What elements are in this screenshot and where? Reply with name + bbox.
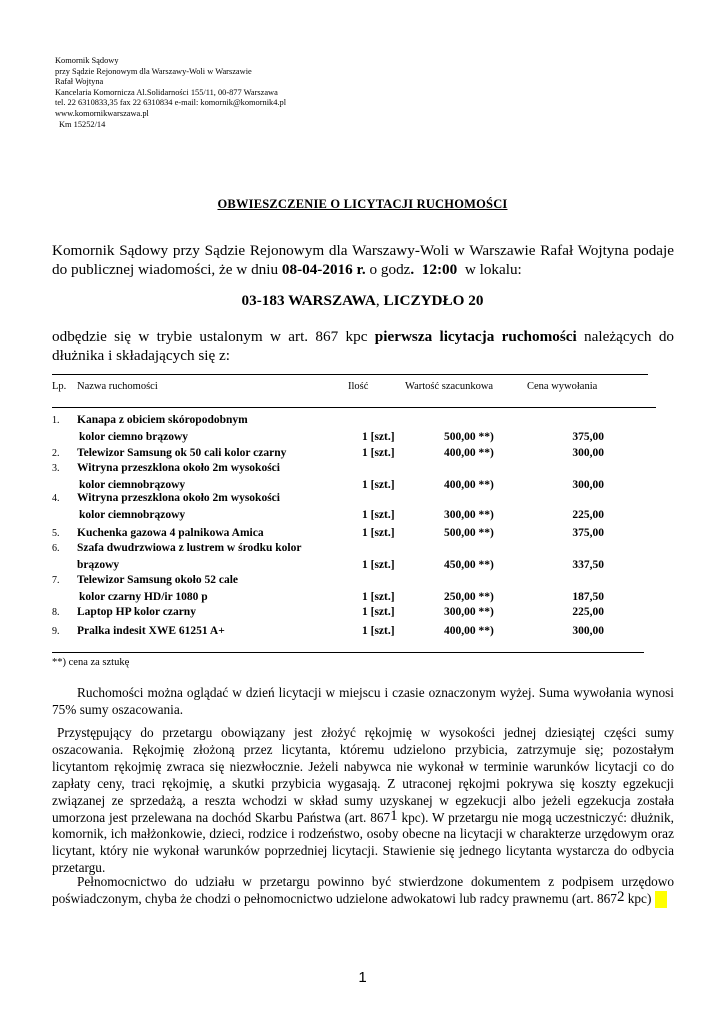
item-valuation: 250,00 **) (444, 591, 494, 603)
address-street: LICZYDŁO 20 (383, 292, 484, 309)
item-name: Witryna przeszklona około 2m wysokości (77, 492, 280, 504)
item-name-cont: kolor czarny HD/ir 1080 p (79, 591, 208, 603)
intro-text: Komornik Sądowy przy Sądzie Rejonowym dla Warszawy-Woli w Warszawie Rafał Wojtyna podaje do publicznej wiadomości, że w dniu (52, 242, 674, 278)
item-start-price: 375,00 (572, 431, 604, 443)
para-text: Pełnomocnictwo do udziału w przetargu powinno być stwierdzone dokumentem z podpisem urzędowo poświadczonym, chyba że chodzi o pełnomocnictwo udzielone adwokatowi lub radcy prawnemu (art. 867 (52, 874, 674, 906)
item-start-price: 337,50 (572, 559, 604, 571)
item-valuation: 400,00 **) (444, 447, 494, 459)
item-quantity: 1 [szt.] (362, 606, 395, 618)
item-quantity: 1 [szt.] (362, 591, 395, 603)
header-line: Rafał Wojtyna (55, 77, 104, 87)
viewing-paragraph: Ruchomości można oglądać w dzień licytacji w miejscu i czasie oznaczonym wyżej. Suma wywołania wynosi 75% sumy oszacowania. (52, 685, 674, 717)
auction-time: 12:00 (421, 261, 458, 278)
proxy-paragraph (52, 874, 674, 908)
item-valuation: 450,00 **) (444, 559, 494, 571)
col-header-price: Cena wywołania (527, 381, 598, 392)
item-quantity: 1 [szt.] (362, 479, 395, 491)
header-line: Kancelaria Komornicza Al.Solidarności 155/11, 00-877 Warszawa (55, 87, 278, 97)
para-text: należących do dłużnika i składających się z: (52, 328, 675, 364)
item-name: Laptop HP kolor czarny (77, 606, 196, 618)
col-header-lp: Lp. (52, 381, 67, 392)
footnote: **) cena za sztukę (52, 657, 130, 668)
item-name: Pralka indesit XWE 61251 A+ (77, 625, 225, 637)
table-header-rule (52, 407, 656, 408)
item-start-price: 187,50 (572, 591, 604, 603)
row-number: 3. (52, 463, 60, 474)
item-quantity: 1 [szt.] (362, 431, 395, 443)
page-title: OBWIESZCZENIE O LICYTACJI RUCHOMOŚCI (217, 197, 508, 211)
item-name: Telewizor Samsung około 52 cale (77, 574, 239, 586)
table-bottom-rule (52, 652, 644, 653)
intro-paragraph (52, 241, 674, 279)
item-quantity: 1 [szt.] (362, 509, 395, 521)
item-start-price: 225,00 (572, 606, 604, 618)
para-text: kpc). W przetargu nie mogą uczestniczyć: dłużnik, komornik, ich małżonkowie, dzieci, rodzice i rodzeństwo, osoby obecne na licytacji w charakterze urzędowym oraz licytant, który nie wykonał warunków poprzedniej licytacji. Stawienie się jednego licytanta wystarcza do odbycia przetargu. (52, 809, 675, 876)
item-name-cont: brązowy (77, 559, 120, 571)
auction-mode-paragraph (52, 327, 674, 365)
row-number: 2. (52, 448, 60, 459)
row-number: 1. (52, 415, 60, 426)
item-quantity: 1 [szt.] (362, 625, 395, 637)
header-line: www.komornikwarszawa.pl (55, 108, 149, 118)
row-number: 6. (52, 543, 60, 554)
col-header-name: Nazwa ruchomości (77, 381, 158, 392)
article-superscript: 2 (616, 888, 625, 905)
highlight-mark (655, 891, 667, 908)
item-name: Witryna przeszklona około 2m wysokości (77, 462, 280, 474)
item-start-price: 375,00 (572, 527, 604, 539)
item-name: Kuchenka gazowa 4 palnikowa Amica (77, 527, 264, 539)
auction-date: 08-04-2016 r. (281, 261, 366, 278)
item-valuation: 400,00 **) (444, 625, 494, 637)
para-text: odbędzie się w trybie ustalonym w art. 867 kpc (52, 328, 375, 345)
item-valuation: 400,00 **) (444, 479, 494, 491)
item-name-cont: kolor ciemno brązowy (79, 431, 189, 443)
item-start-price: 300,00 (572, 625, 604, 637)
item-quantity: 1 [szt.] (362, 559, 395, 571)
table-top-rule (52, 374, 648, 375)
col-header-qty: Ilość (348, 381, 369, 392)
item-quantity: 1 [szt.] (362, 527, 395, 539)
item-valuation: 500,00 **) (444, 527, 494, 539)
item-start-price: 300,00 (572, 479, 604, 491)
auction-type: pierwsza licytacja ruchomości (374, 328, 577, 345)
address-separator: , (375, 292, 384, 309)
item-name: Szafa dwudrzwiowa z lustrem w środku kolor (77, 542, 302, 554)
time-prefix: . (410, 261, 422, 278)
row-number: 7. (52, 575, 60, 586)
row-number: 9. (52, 626, 60, 637)
item-name: Kanapa z obiciem skóropodobnym (77, 414, 248, 426)
office-header (55, 56, 286, 130)
item-name-cont: kolor ciemnobrązowy (79, 479, 186, 491)
row-number: 5. (52, 528, 60, 539)
item-valuation: 500,00 **) (444, 431, 494, 443)
case-number: Km 15252/14 (59, 119, 106, 129)
intro-text: o godz (365, 261, 411, 278)
header-line: Komornik Sądowy (55, 56, 119, 65)
item-valuation: 300,00 **) (444, 509, 494, 521)
para-text: kpc) (624, 890, 652, 906)
item-quantity: 1 [szt.] (362, 447, 395, 459)
item-name: Telewizor Samsung ok 50 cali kolor czarny (77, 447, 287, 459)
item-start-price: 300,00 (572, 447, 604, 459)
header-line: tel. 22 6310833,35 fax 22 6310834 e-mail: komornik@komornik4.pl (55, 98, 287, 108)
article-superscript: 1 (390, 807, 398, 824)
para-text: Przystępujący do przetargu obowiązany jest złożyć rękojmię w wysokości jednej dziesiątej części sumy oszacowania. Rękojmię złożoną przez licytanta, któremu udzielono przybicia, zatrzymuje się; pozostałym licytantom rękojmię zwraca się niezwłocznie. Jeżeli nabywca nie wykonał w terminie warunków licytacji co do zapłaty ceny, traci rękojmię, a skutki przybicia wygasają. Z utraconej rękojmi pokrywa się koszty egzekucji związanej ze sprzedażą, a reszta wchodzi w skład sumy uzyskanej w egzekucji albo jeżeli egzekucja została umorzona jest przelewana na dochód Skarbu Państwa (art. 867 (52, 725, 674, 825)
header-line: przy Sądzie Rejonowym dla Warszawy-Woli w Warszawie (55, 66, 252, 76)
item-valuation: 300,00 **) (444, 606, 494, 618)
auction-address (0, 292, 725, 310)
row-number: 8. (52, 607, 60, 618)
deposit-paragraph (52, 725, 674, 877)
item-name-cont: kolor ciemnobrązowy (79, 509, 186, 521)
row-number: 4. (52, 493, 60, 504)
col-header-value: Wartość szacunkowa (405, 381, 494, 392)
item-start-price: 225,00 (572, 509, 604, 521)
page-number: 1 (358, 969, 367, 986)
address-city: 03-183 WARSZAWA (241, 292, 376, 309)
intro-text: w lokalu: (457, 261, 522, 278)
